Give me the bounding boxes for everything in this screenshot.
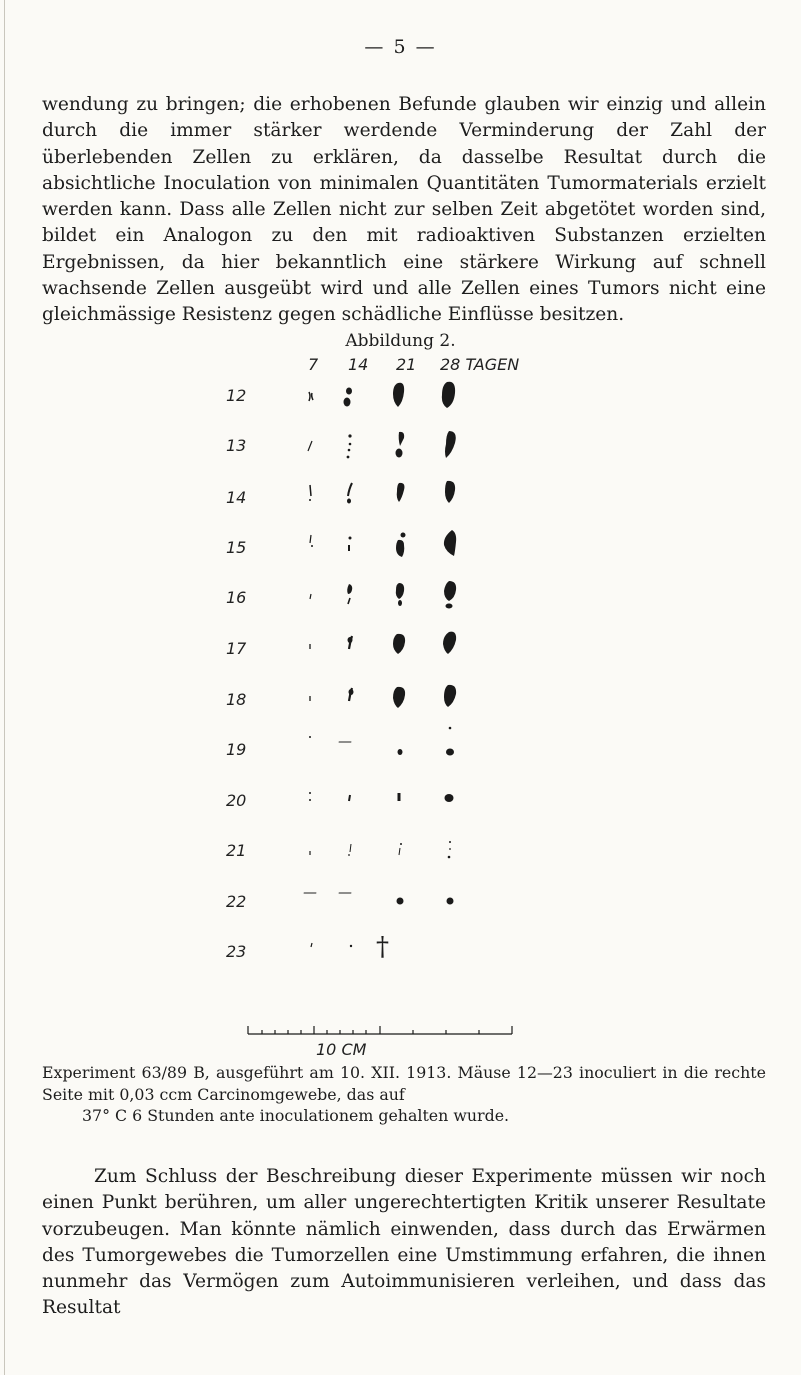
- scale-label: 10 CM: [316, 1040, 367, 1059]
- figure-title: Abbildung 2.: [345, 331, 456, 351]
- figure-caption: [42, 1062, 766, 1127]
- paragraph-1-text: wendung zu bringen; die erhobenen Befunde glauben wir einzig und allein durch die immer stärker werdende Verminderung der Zahl der überlebenden Zellen zu erklären, da dasselbe Resultat durch die absichtliche Inoculation von minimalen Quantitäten Tumormaterials erzielt werden kann. Dass alle Zellen nicht zur selben Zeit abgetötet worden sind, bildet ein Analogon zu den mit radioaktiven Substanzen erzielten Ergebnissen, da hier bekanntlich eine stärkere Wirkung auf schnell wachsende Zellen ausgeübt wird und alle Zellen eines Tumors nicht eine gleichmässige Resistenz gegen schädliche Einflüsse besitzen.: [42, 94, 766, 326]
- tumor-mark-13: [308, 431, 456, 458]
- paragraph-2: [42, 1164, 766, 1322]
- mouse-label-20: 20: [226, 791, 247, 810]
- tumor-mark-21: [310, 841, 451, 858]
- mouse-label-17: 17: [226, 639, 247, 658]
- scale-bar: [248, 1026, 512, 1034]
- page-number: — 5 —: [364, 36, 437, 58]
- no-tumor-dash: —: [338, 885, 352, 901]
- mouse-label-16: 16: [226, 588, 247, 607]
- tumor-mark-20: [309, 792, 454, 802]
- day-header-14: 14: [348, 355, 369, 374]
- day-header-28-tagen: 28 TAGEN: [440, 355, 520, 374]
- mouse-label-18: 18: [226, 690, 247, 709]
- paragraph-2-text: Zum Schluss der Beschreibung dieser Experimente müssen wir noch einen Punkt berühren, um aller ungerechtertigten Kritik unserer Resultate vorzubeugen. Man könnte nämlich einwenden, dass durch das Erwärmen des Tumorgewebes die Tumorzellen eine Umstimmung erfahren, die ihnen nunmehr das Vermögen zum Autoimmunisieren verleihen, und dass das Resultat: [42, 1166, 766, 1319]
- day-header-7: 7: [308, 355, 319, 374]
- tumor-mark-16: [310, 581, 456, 609]
- tumor-mark-22: [397, 898, 454, 905]
- tumor-mark-19: [309, 727, 454, 756]
- tumor-mark-15: [310, 530, 456, 557]
- day-header-21: 21: [396, 355, 417, 374]
- tumor-mark-17: [310, 632, 456, 654]
- mouse-label-12: 12: [226, 386, 247, 405]
- caption-line-2: 37° C 6 Stunden ante inoculationem gehalten wurde.: [82, 1106, 510, 1125]
- tumor-mark-14: [309, 481, 455, 504]
- mouse-label-13: 13: [226, 436, 247, 455]
- tumor-mark-12: [309, 382, 455, 408]
- mouse-label-23: 23: [226, 942, 247, 961]
- mouse-label-14: 14: [226, 488, 247, 507]
- tumor-mark-18: [310, 685, 456, 708]
- no-tumor-dash: —: [338, 734, 352, 750]
- mouse-label-19: 19: [226, 740, 247, 759]
- mouse-label-21: 21: [226, 841, 247, 860]
- caption-line-1: Experiment 63/89 B, ausgeführt am 10. XII. 1913. Mäuse 12—23 inoculiert in die rechte Seite mit 0,03 ccm Carcinomgewebe, das auf: [42, 1063, 766, 1104]
- tumor-mark-23: [311, 943, 352, 947]
- death-cross-icon: †: [376, 932, 389, 962]
- no-tumor-dash: —: [303, 885, 317, 901]
- mouse-label-15: 15: [226, 538, 247, 557]
- mouse-label-22: 22: [226, 892, 247, 911]
